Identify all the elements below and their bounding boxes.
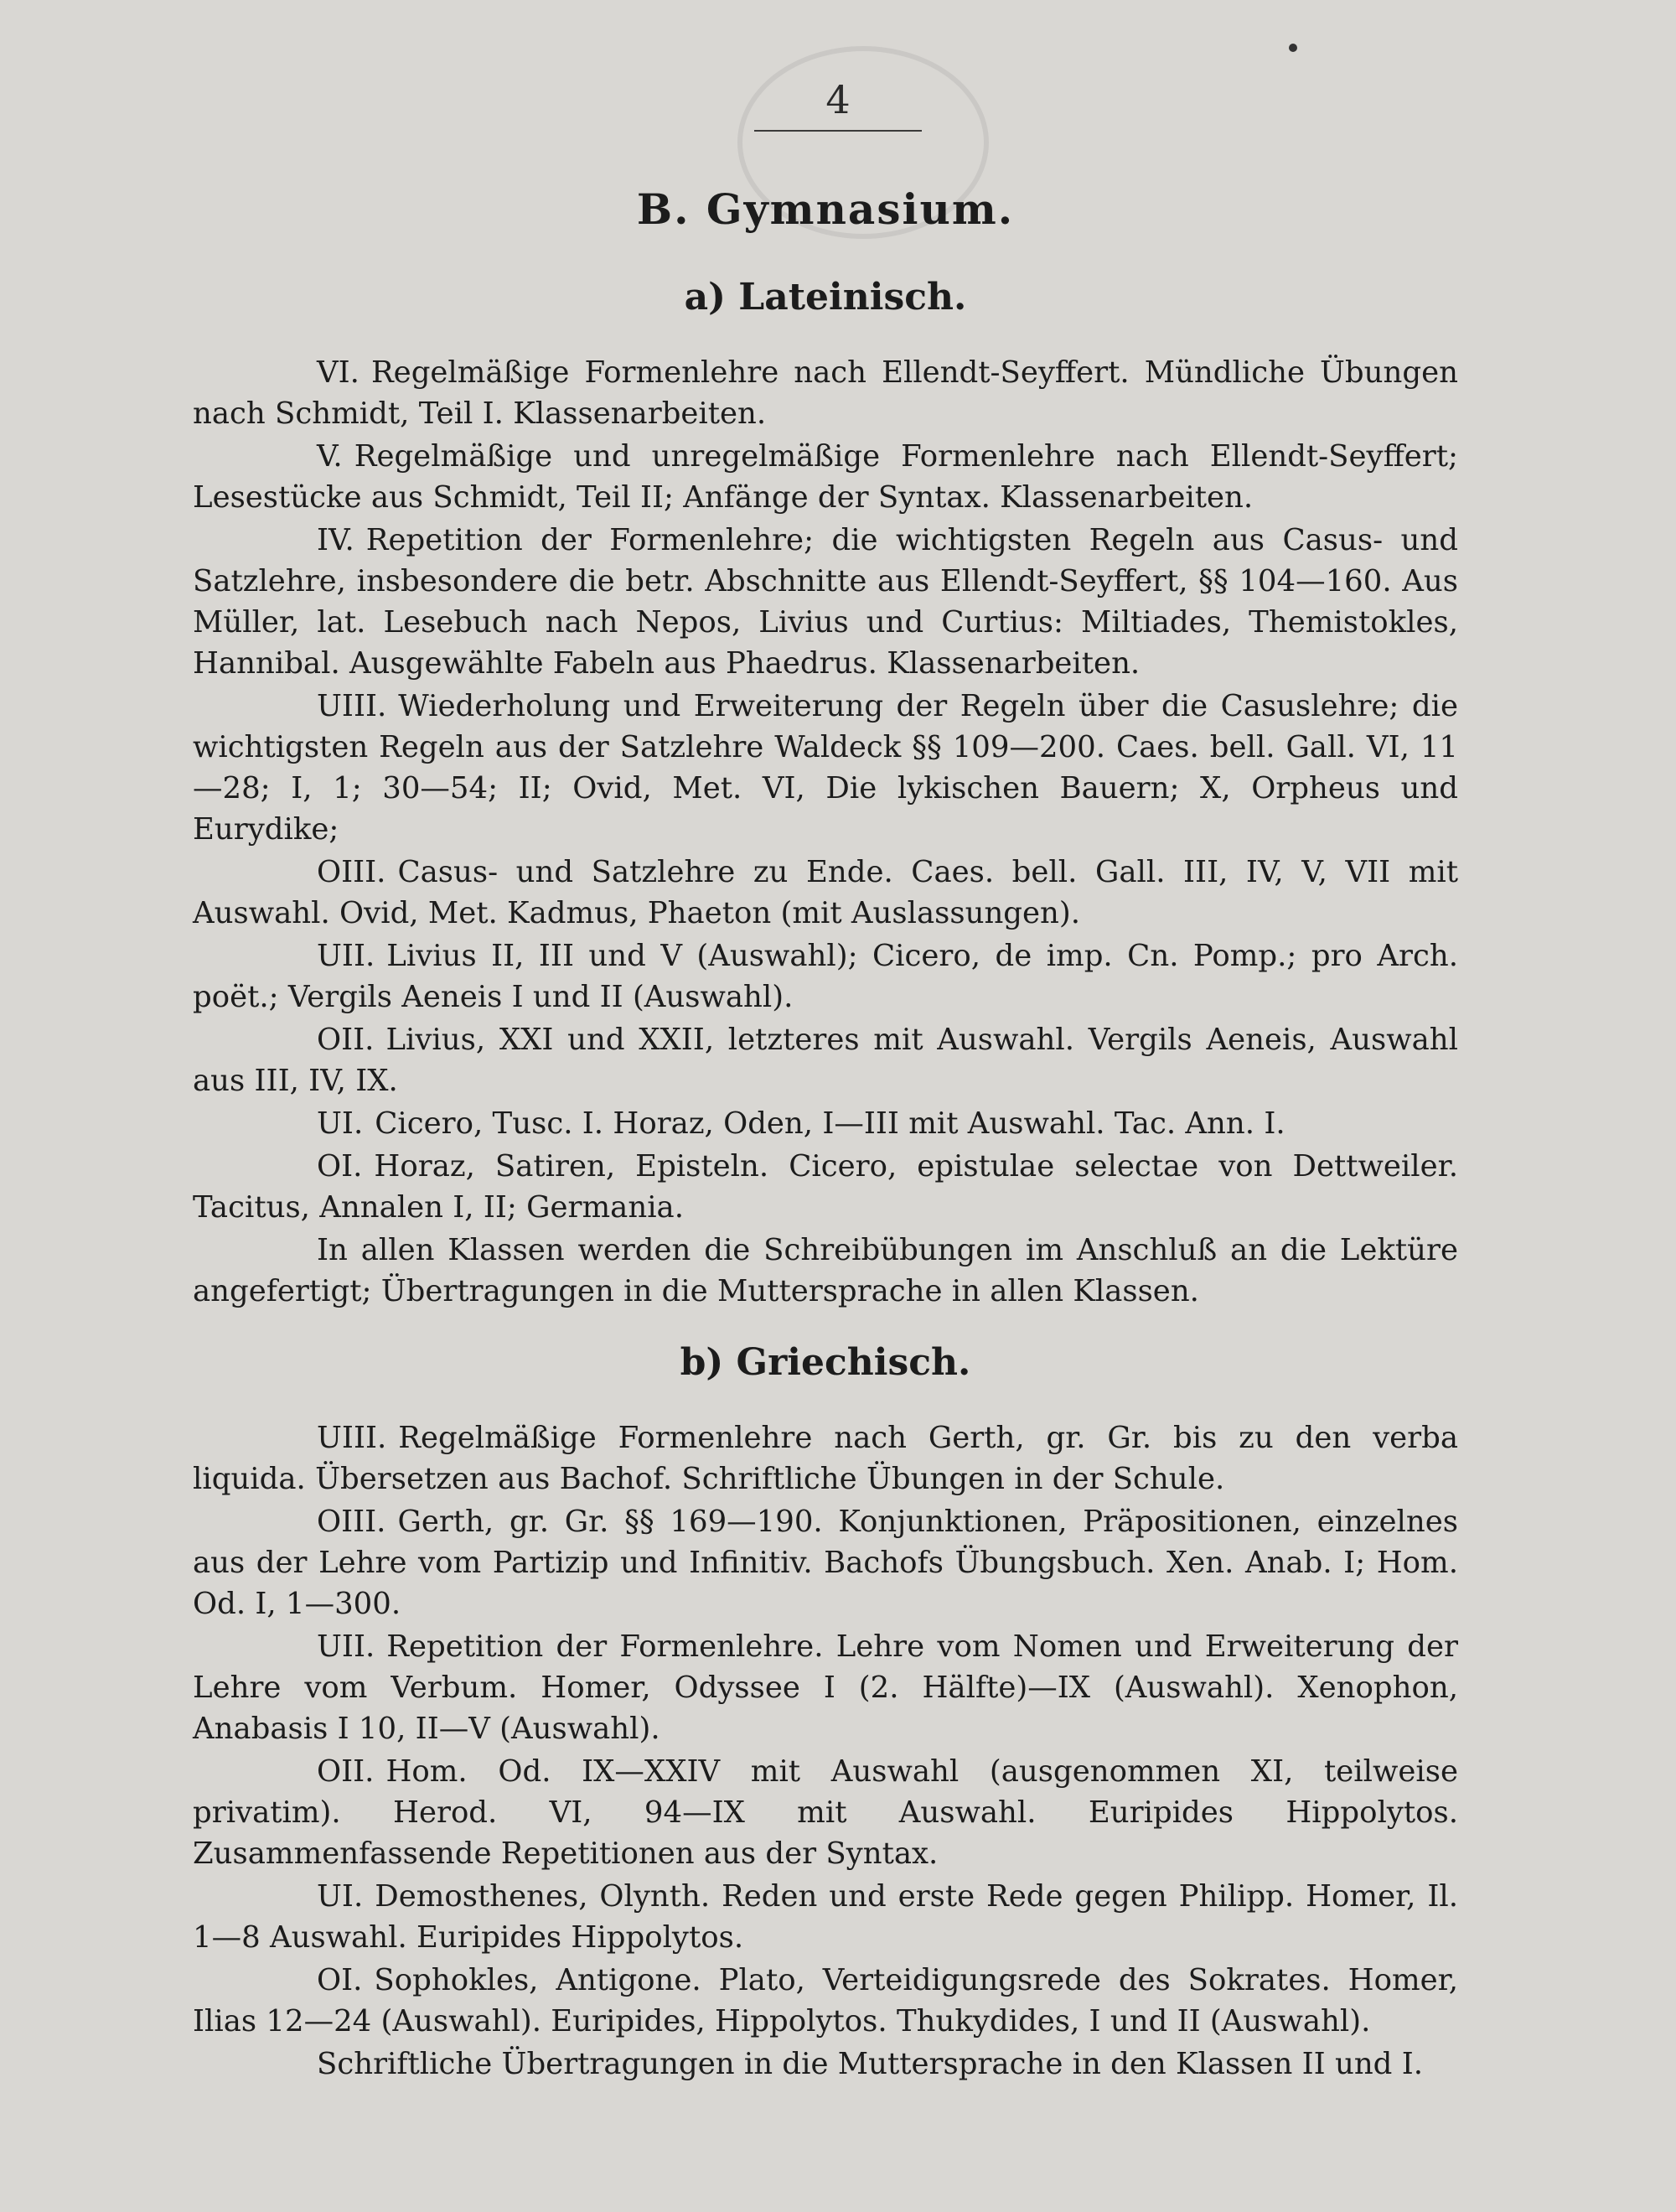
- paragraph-text: Gerth, gr. Gr. §§ 169—190. Konjunktionen, Präpositionen, einzelnes aus der Lehre vom Partizip und Infinitiv. Bachofs Übungsbuch. Xen. Anab. I; Hom. Od. I, 1—300.: [193, 1505, 1458, 1621]
- page-content: [193, 172, 1458, 2086]
- class-label: V.: [317, 439, 343, 474]
- class-label: VI.: [317, 355, 360, 390]
- paragraph: [193, 1751, 1458, 1874]
- main-heading: B. Gymnasium.: [636, 184, 1015, 234]
- paragraph-text: Livius II, III und V (Auswahl); Cicero, de imp. Cn. Pomp.; pro Arch. poët.; Vergils Aeneis I und II (Auswahl).: [193, 939, 1458, 1014]
- class-label: UIII.: [317, 689, 387, 723]
- paragraph-text: Horaz, Satiren, Episteln. Cicero, epistulae selectae von Dettweiler. Tacitus, Annalen I, II; Germania.: [193, 1149, 1458, 1225]
- section-greek: [193, 1341, 1458, 2085]
- paragraph: [193, 1501, 1458, 1624]
- class-label: OIII.: [317, 1505, 386, 1539]
- paragraph: [193, 520, 1458, 684]
- class-label: OI.: [317, 1963, 363, 1997]
- ink-dot: [1289, 44, 1297, 52]
- paragraph-text: Hom. Od. IX—XXIV mit Auswahl (ausgenommen XI, teilweise privatim). Herod. VI, 94—IX mit Auswahl. Euripides Hippolytos. Zusammenfassende Repetitionen aus der Syntax.: [193, 1754, 1458, 1871]
- class-label: IV.: [317, 523, 354, 557]
- paragraph-text: Schriftliche Übertragungen in die Muttersprache in den Klassen II und I.: [317, 2047, 1424, 2081]
- paragraph: [193, 1103, 1458, 1144]
- paragraph: [193, 1417, 1458, 1500]
- paragraph-text: Regelmäßige Formenlehre nach Gerth, gr. Gr. bis zu den verba liquida. Übersetzen aus Bachof. Schriftliche Übungen in der Schule.: [193, 1421, 1458, 1496]
- paragraph: [193, 1876, 1458, 1958]
- section-latin: [193, 276, 1458, 1312]
- class-label: UII.: [317, 1629, 375, 1664]
- paragraph-text: Regelmäßige und unregelmäßige Formenlehre nach Ellendt-Seyffert; Lesestücke aus Schmidt, Teil II; Anfänge der Syntax. Klassenarbeiten.: [193, 439, 1458, 515]
- class-label: UI.: [317, 1879, 364, 1914]
- paragraph: [193, 1146, 1458, 1228]
- class-label: UII.: [317, 939, 375, 973]
- paragraph-text: Cicero, Tusc. I. Horaz, Oden, I—III mit Auswahl. Tac. Ann. I.: [375, 1106, 1285, 1141]
- class-label: OII.: [317, 1023, 375, 1057]
- class-label: UI.: [317, 1106, 364, 1141]
- paragraph-text: Regelmäßige Formenlehre nach Ellendt-Seyffert. Mündliche Übungen nach Schmidt, Teil I. Klassenarbeiten.: [193, 355, 1458, 431]
- paragraph-text: Sophokles, Antigone. Plato, Verteidigungsrede des Sokrates. Homer, Ilias 12—24 (Auswahl). Euripides, Hippolytos. Thukydides, I und II (Auswahl).: [193, 1963, 1458, 2038]
- class-label: OIII.: [317, 855, 386, 889]
- paragraph-text: Demosthenes, Olynth. Reden und erste Rede gegen Philipp. Homer, Il. 1—8 Auswahl. Euripides Hippolytos.: [193, 1879, 1458, 1955]
- section-title: b) Griechisch.: [680, 1341, 971, 1384]
- paragraph: [193, 1019, 1458, 1101]
- paragraph: [193, 436, 1458, 518]
- paragraph: [193, 1626, 1458, 1749]
- paragraph: [193, 686, 1458, 850]
- header-rule: [754, 130, 922, 132]
- paragraph-text: Wiederholung und Erweiterung der Regeln über die Casuslehre; die wichtigsten Regeln aus der Satzlehre Waldeck §§ 109—200. Caes. bell. Gall. VI, 11—28; I, 1; 30—54; II; Ovid, Met. VI, Die lykischen Bauern; X, Orpheus und Eurydike;: [193, 689, 1458, 847]
- paragraph-text: In allen Klassen werden die Schreibübungen im Anschluß an die Lektüre angefertigt; Übertragungen in die Muttersprache in allen Klassen.: [193, 1233, 1458, 1308]
- page-number: 4: [825, 77, 851, 122]
- class-label: OII.: [317, 1754, 375, 1789]
- paragraph-text: Repetition der Formenlehre; die wichtigsten Regeln aus Casus- und Satzlehre, insbesondere die betr. Abschnitte aus Ellendt-Seyffert, §§ 104—160. Aus Müller, lat. Lesebuch nach Nepos, Livius und Curtius: Miltiades, Themistokles, Hannibal. Ausgewählte Fabeln aus Phaedrus. Klassenarbeiten.: [193, 523, 1458, 681]
- class-label: OI.: [317, 1149, 363, 1184]
- paragraph-text: Repetition der Formenlehre. Lehre vom Nomen und Erweiterung der Lehre vom Verbum. Homer, Odyssee I (2. Hälfte)—IX (Auswahl). Xenophon, Anabasis I 10, II—V (Auswahl).: [193, 1629, 1458, 1746]
- paragraph: [193, 935, 1458, 1018]
- paragraph-text: Casus- und Satzlehre zu Ende. Caes. bell. Gall. III, IV, V, VII mit Auswahl. Ovid, Met. Kadmus, Phaeton (mit Auslassungen).: [193, 855, 1458, 930]
- paragraph: [193, 2044, 1458, 2085]
- paragraph: [193, 1960, 1458, 2042]
- paragraph-text: Livius, XXI und XXII, letzteres mit Auswahl. Vergils Aeneis, Auswahl aus III, IV, IX.: [193, 1023, 1458, 1098]
- paragraph: [193, 352, 1458, 434]
- paragraph: [193, 1230, 1458, 1312]
- paragraph: [193, 852, 1458, 934]
- section-title: a) Lateinisch.: [684, 276, 967, 319]
- class-label: UIII.: [317, 1421, 387, 1455]
